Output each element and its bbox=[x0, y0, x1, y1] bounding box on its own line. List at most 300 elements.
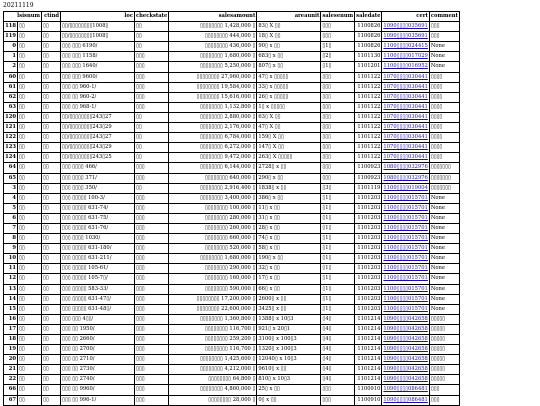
address-cell: ▯▯▯ ▯▯▯▯▯ 631-211/ bbox=[61, 254, 135, 264]
checkstate-cell: ▯▯▯ bbox=[135, 223, 169, 233]
ctind-cell: ▯▯ bbox=[18, 193, 42, 203]
table-row bbox=[4, 72, 460, 82]
salesamount-cell: ▯▯▯▯▯▯▯▯ 280,000 ▯ bbox=[169, 213, 257, 223]
saledate-cell: 1101201 bbox=[355, 62, 382, 72]
cert-link[interactable]: 1070▯▯▯▯030441 bbox=[382, 123, 429, 133]
cert-link[interactable]: 1100▯▯▯▯015701 bbox=[382, 294, 429, 304]
cert-link[interactable]: 1090▯▯▯▯042658 bbox=[382, 375, 429, 385]
salesamount-cell: ▯▯▯▯▯▯▯▯ 1,680,000 ▯ bbox=[169, 52, 257, 62]
ctind-cell: ▯▯ bbox=[18, 133, 42, 143]
checkstate-cell: ▯▯ bbox=[135, 143, 169, 153]
salesenum-cell: ▯▯▯ bbox=[321, 32, 355, 42]
cert-link[interactable]: 1090▯▯▯▯086481 bbox=[382, 385, 429, 395]
salesenum-cell: ▯4▯ bbox=[321, 335, 355, 345]
salesamount-cell: ▯▯▯▯▯▯▯▯ 444,000 ▯ bbox=[169, 32, 257, 42]
salesamount-cell: ▯▯▯▯▯▯▯▯ 19,584,000 ▯ bbox=[169, 82, 257, 92]
cert-link[interactable]: 1100▯▯▯▯015701 bbox=[382, 244, 429, 254]
row-index: 0 bbox=[4, 42, 18, 52]
salesenum-cell: ▯4▯ bbox=[321, 375, 355, 385]
saledate-cell: 1101122 bbox=[355, 92, 382, 102]
checkstate-cell: ▯▯▯ bbox=[135, 264, 169, 274]
table-row bbox=[4, 102, 460, 112]
saledate-cell: 1101203 bbox=[355, 203, 382, 213]
salesamount-cell: ▯▯▯▯▯▯▯▯ 660,000 ▯ bbox=[169, 234, 257, 244]
comment-cell: None bbox=[429, 203, 459, 213]
row-index: 6 bbox=[4, 213, 18, 223]
checkstate-cell: ▯▯▯ bbox=[135, 213, 169, 223]
cert-link[interactable]: 1070▯▯▯▯030441 bbox=[382, 112, 429, 122]
areaunit-cell: 32▯ x ▯▯ bbox=[257, 264, 321, 274]
salesenum-cell: ▯1▯ bbox=[321, 213, 355, 223]
ctind-cell: ▯▯ bbox=[18, 395, 42, 405]
salesenum-cell: ▯4▯ bbox=[321, 324, 355, 334]
salesenum-cell: ▯1▯ bbox=[321, 244, 355, 254]
saledate-cell: 1101203 bbox=[355, 264, 382, 274]
saledate-cell: 1100826 bbox=[355, 22, 382, 32]
checkstate-cell: ▯▯ bbox=[135, 32, 169, 42]
cert-link[interactable]: 1100▯▯▯▯019004 bbox=[382, 183, 429, 193]
ctind-cell: ▯▯ bbox=[18, 32, 42, 42]
address-cell: ▯▯▯ ▯▯▯▯▯ 105-61/ bbox=[61, 264, 135, 274]
comment-cell: ▯▯▯▯▯▯▯ bbox=[429, 183, 459, 193]
cert-link[interactable]: 1090▯▯▯▯042658 bbox=[382, 314, 429, 324]
checkstate-cell: ▯▯ bbox=[135, 183, 169, 193]
saledate-cell: 1100826 bbox=[355, 32, 382, 42]
row-index: 9 bbox=[4, 244, 18, 254]
loc-cell: ▯▯ bbox=[42, 143, 61, 153]
saledate-cell: 1101203 bbox=[355, 244, 382, 254]
address-cell: ▯▯▯ ▯▯ 2710/ bbox=[61, 355, 135, 365]
salesamount-cell: ▯▯▯▯▯▯▯▯ 9,472,000 ▯ bbox=[169, 153, 257, 163]
cert-link[interactable]: 1090▯▯▯▯042658 bbox=[382, 365, 429, 375]
cert-link[interactable]: 1070▯▯▯▯030441 bbox=[382, 133, 429, 143]
comment-cell: ▯▯▯▯▯▯▯ bbox=[429, 173, 459, 183]
areaunit-cell: 1▯ x ▯▯▯▯▯ bbox=[257, 102, 321, 112]
areaunit-cell: 921▯ x 20▯1 bbox=[257, 324, 321, 334]
salesamount-cell: ▯▯▯▯▯▯▯▯ 27,960,000 ▯ bbox=[169, 72, 257, 82]
cert-link[interactable]: 1100▯▯▯▯015701 bbox=[382, 203, 429, 213]
checkstate-cell: ▯▯▯ bbox=[135, 284, 169, 294]
saledate-cell: 1101203 bbox=[355, 223, 382, 233]
saledate-cell: 1101203 bbox=[355, 254, 382, 264]
comment-cell: None bbox=[429, 52, 459, 62]
cert-link[interactable]: 1070▯▯▯▯030441 bbox=[382, 153, 429, 163]
comment-cell: None bbox=[429, 244, 459, 254]
table-row bbox=[4, 203, 460, 213]
checkstate-cell: ▯▯▯ bbox=[135, 52, 169, 62]
salesamount-cell: ▯▯▯▯▯▯▯▯ 290,000 ▯ bbox=[169, 264, 257, 274]
comment-cell: ▯▯▯▯ bbox=[429, 112, 459, 122]
salesenum-cell: ▯▯▯ bbox=[321, 123, 355, 133]
areaunit-cell: 683▯ x ▯▯ bbox=[257, 52, 321, 62]
checkstate-cell: ▯▯▯ bbox=[135, 304, 169, 314]
areaunit-cell: 31▯ x ▯▯ bbox=[257, 213, 321, 223]
cert-link[interactable]: 1070▯▯▯▯030441 bbox=[382, 72, 429, 82]
loc-cell: ▯▯ bbox=[42, 102, 61, 112]
comment-cell: ▯▯▯▯▯ bbox=[429, 345, 459, 355]
table-row bbox=[4, 143, 460, 153]
loc-cell: ▯▯ bbox=[42, 223, 61, 233]
cert-link[interactable]: 1100▯▯▯▯015701 bbox=[382, 234, 429, 244]
address-cell: ▯▯/▯▯▯▯▯▯▯▯1008▯ bbox=[61, 22, 135, 32]
areaunit-cell: 1838▯ x ▯▯ bbox=[257, 183, 321, 193]
salesenum-cell: ▯▯▯ bbox=[321, 22, 355, 32]
comment-cell: None bbox=[429, 294, 459, 304]
address-cell: ▯▯▯ ▯▯ 960-1/ bbox=[61, 82, 135, 92]
cert-link[interactable]: 1090▯▯▯▯086481 bbox=[382, 395, 429, 405]
comment-cell: ▯▯▯▯▯ bbox=[429, 355, 459, 365]
checkstate-cell: ▯▯ bbox=[135, 42, 169, 52]
salesamount-cell: ▯▯▯▯▯▯▯▯ 1,360,800 ▯ bbox=[169, 314, 257, 324]
areaunit-cell: 1388▯ x 10▯3 bbox=[257, 314, 321, 324]
areaunit-cell: 17▯ x ▯▯ bbox=[257, 274, 321, 284]
cert-link[interactable]: 1100▯▯▯▯024415 bbox=[382, 42, 429, 52]
comment-cell: ▯▯▯▯ bbox=[429, 133, 459, 143]
table-row bbox=[4, 304, 460, 314]
saledate-cell: 1101214 bbox=[355, 365, 382, 375]
cert-link[interactable]: 1100▯▯▯▯015701 bbox=[382, 304, 429, 314]
salesamount-cell: ▯▯▯▯▯▯▯▯ 1,425,600 ▯ bbox=[169, 355, 257, 365]
areaunit-cell: 190▯ x ▯▯ bbox=[257, 254, 321, 264]
ctind-cell: ▯▯ bbox=[18, 72, 42, 82]
areaunit-cell: 90▯ x ▯▯ bbox=[257, 42, 321, 52]
table-row bbox=[4, 82, 460, 92]
comment-cell: ▯▯▯▯ bbox=[429, 153, 459, 163]
column-header-salesenum: salesenum bbox=[321, 12, 355, 22]
row-index: 65 bbox=[4, 173, 18, 183]
checkstate-cell: ▯▯▯ bbox=[135, 375, 169, 385]
checkstate-cell: ▯▯▯ bbox=[135, 92, 169, 102]
row-index: 60 bbox=[4, 72, 18, 82]
areaunit-cell: 2728▯ x ▯▯ bbox=[257, 163, 321, 173]
ctind-cell: ▯▯ bbox=[18, 62, 42, 72]
table-body bbox=[4, 22, 460, 406]
ctind-cell: ▯▯ bbox=[18, 385, 42, 395]
loc-cell: ▯▯ bbox=[42, 324, 61, 334]
table-row bbox=[4, 183, 460, 193]
table-row bbox=[4, 213, 460, 223]
cert-link[interactable]: 1090▯▯▯▯042658 bbox=[382, 355, 429, 365]
loc-cell: ▯▯ bbox=[42, 163, 61, 173]
comment-cell: None bbox=[429, 304, 459, 314]
table-row bbox=[4, 324, 460, 334]
saledate-cell: 1101130 bbox=[355, 52, 382, 62]
cert-link[interactable]: 1100▯▯▯▯015701 bbox=[382, 274, 429, 284]
address-cell: ▯▯▯ ▯▯ 9960/ bbox=[61, 385, 135, 395]
comment-cell: None bbox=[429, 213, 459, 223]
salesamount-cell: ▯▯▯▯▯▯▯▯ 259,200 ▯ bbox=[169, 335, 257, 345]
row-index: 7 bbox=[4, 223, 18, 233]
salesamount-cell: ▯▯▯▯▯▯▯▯ 590,000 ▯ bbox=[169, 284, 257, 294]
comment-cell: ▯▯▯ bbox=[429, 395, 459, 405]
column-header-cert: cert bbox=[382, 12, 429, 22]
cert-link[interactable]: 1100▯▯▯▯015701 bbox=[382, 264, 429, 274]
comment-cell: ▯▯▯▯ bbox=[429, 72, 459, 82]
areaunit-cell: 159▯ X ▯▯ bbox=[257, 133, 321, 143]
row-index: 21 bbox=[4, 365, 18, 375]
row-index: 61 bbox=[4, 82, 18, 92]
comment-cell: None bbox=[429, 223, 459, 233]
salesenum-cell: ▯1▯ bbox=[321, 264, 355, 274]
cert-link[interactable]: 1090▯▯▯▯042658 bbox=[382, 324, 429, 334]
salesenum-cell: ▯▯▯ bbox=[321, 72, 355, 82]
ctind-cell: ▯▯ bbox=[18, 183, 42, 193]
comment-cell: None bbox=[429, 274, 459, 284]
cert-link[interactable]: 1070▯▯▯▯030441 bbox=[382, 92, 429, 102]
row-index: 18 bbox=[4, 335, 18, 345]
salesamount-cell: ▯▯▯▯▯▯▯▯ 116,700 ▯ bbox=[169, 324, 257, 334]
comment-cell: None bbox=[429, 234, 459, 244]
areaunit-cell: 33▯ x ▯▯▯▯▯ bbox=[257, 82, 321, 92]
table-row bbox=[4, 193, 460, 203]
salesenum-cell: ▯1▯ bbox=[321, 42, 355, 52]
comment-cell: ▯▯▯▯ bbox=[429, 82, 459, 92]
cert-link[interactable]: 1080▯▯▯▯032976 bbox=[382, 163, 429, 173]
saledate-cell: 1101214 bbox=[355, 324, 382, 334]
row-index: 120 bbox=[4, 112, 18, 122]
row-index: 10 bbox=[4, 254, 18, 264]
checkstate-cell: ▯▯ bbox=[135, 133, 169, 143]
areaunit-cell: 25▯ x ▯▯ bbox=[257, 385, 321, 395]
saledate-cell: 1101119 bbox=[355, 183, 382, 193]
loc-cell: ▯▯ bbox=[42, 173, 61, 183]
salesenum-cell: ▯4▯ bbox=[321, 314, 355, 324]
header-row bbox=[4, 12, 460, 22]
comment-cell: None bbox=[429, 42, 459, 52]
ctind-cell: ▯▯ bbox=[18, 153, 42, 163]
cert-link[interactable]: 1070▯▯▯▯030441 bbox=[382, 82, 429, 92]
comment-cell: ▯▯▯▯ bbox=[429, 123, 459, 133]
checkstate-cell: ▯▯▯ bbox=[135, 314, 169, 324]
cert-link[interactable]: 1100▯▯▯▯015701 bbox=[382, 193, 429, 203]
loc-cell: ▯▯ bbox=[42, 304, 61, 314]
loc-cell: ▯▯ bbox=[42, 183, 61, 193]
loc-cell: ▯▯ bbox=[42, 264, 61, 274]
saledate-cell: 1101122 bbox=[355, 102, 382, 112]
saledate-cell: 1100923 bbox=[355, 163, 382, 173]
table-row bbox=[4, 355, 460, 365]
ctind-cell: ▯▯ bbox=[18, 274, 42, 284]
ctind-cell: ▯▯ bbox=[18, 284, 42, 294]
ctind-cell: ▯▯ bbox=[18, 82, 42, 92]
address-cell: ▯▯▯ ▯▯▯▯▯ 631-74/ bbox=[61, 203, 135, 213]
cert-link[interactable]: 1100▯▯▯▯015701 bbox=[382, 254, 429, 264]
table-row bbox=[4, 153, 460, 163]
areaunit-cell: 810▯ x 10▯3 bbox=[257, 375, 321, 385]
column-header-comment: comment bbox=[429, 12, 459, 22]
saledate-cell: 1101122 bbox=[355, 133, 382, 143]
table-row bbox=[4, 314, 460, 324]
cert-link[interactable]: 1100▯▯▯▯017029 bbox=[382, 52, 429, 62]
salesenum-cell: ▯▯▯ bbox=[321, 163, 355, 173]
row-index: 118 bbox=[4, 22, 18, 32]
address-cell: ▯▯▯ ▯▯▯ 6190/ bbox=[61, 42, 135, 52]
comment-cell: ▯▯▯▯ bbox=[429, 102, 459, 112]
salesenum-cell: ▯▯▯ bbox=[321, 385, 355, 395]
address-cell: ▯▯▯ ▯▯▯▯ 1030/ bbox=[61, 234, 135, 244]
address-cell: ▯▯▯ ▯▯▯▯▯ 631-76/ bbox=[61, 223, 135, 233]
cert-link[interactable]: 1100▯▯▯▯015701 bbox=[382, 213, 429, 223]
table-row bbox=[4, 62, 460, 72]
loc-cell: ▯▯ bbox=[42, 193, 61, 203]
address-cell: ▯▯▯ ▯▯ 2700/ bbox=[61, 345, 135, 355]
table-row bbox=[4, 52, 460, 62]
address-cell: ▯▯/▯▯▯▯▯▯▯▯243▯25 bbox=[61, 153, 135, 163]
loc-cell: ▯▯ bbox=[42, 82, 61, 92]
saledate-cell: 1101122 bbox=[355, 82, 382, 92]
salesamount-cell: ▯▯▯▯▯▯▯▯ 6,144,000 ▯ bbox=[169, 163, 257, 173]
loc-cell: ▯▯ bbox=[42, 375, 61, 385]
checkstate-cell: ▯▯▯ bbox=[135, 324, 169, 334]
areaunit-cell: 83▯ X ▯▯ bbox=[257, 22, 321, 32]
address-cell: ▯▯▯ ▯▯ 996-1/ bbox=[61, 395, 135, 405]
ctind-cell: ▯▯ bbox=[18, 254, 42, 264]
address-cell: ▯▯▯ ▯▯ 968-1/ bbox=[61, 102, 135, 112]
row-index: 121 bbox=[4, 123, 18, 133]
areaunit-cell: 807▯ x ▯▯ bbox=[257, 62, 321, 72]
cert-link[interactable]: 1100▯▯▯▯015701 bbox=[382, 223, 429, 233]
cert-link[interactable]: 1100▯▯▯▯015701 bbox=[382, 284, 429, 294]
loc-cell: ▯▯ bbox=[42, 254, 61, 264]
loc-cell: ▯▯ bbox=[42, 345, 61, 355]
column-header-salesamount: salesamount bbox=[169, 12, 257, 22]
loc-cell: ▯▯ bbox=[42, 294, 61, 304]
address-cell: ▯▯▯ ▯▯ 1950/ bbox=[61, 324, 135, 334]
salesenum-cell: ▯1▯ bbox=[321, 223, 355, 233]
ctind-cell: ▯▯ bbox=[18, 92, 42, 102]
areaunit-cell: 63▯ X ▯▯ bbox=[257, 112, 321, 122]
row-index: 14 bbox=[4, 294, 18, 304]
ctind-cell: ▯▯ bbox=[18, 173, 42, 183]
column-header-checkstate: checkstate bbox=[135, 12, 169, 22]
row-index: 22 bbox=[4, 375, 18, 385]
cert-link[interactable]: 1080▯▯▯▯032976 bbox=[382, 173, 429, 183]
saledate-cell: 1101122 bbox=[355, 112, 382, 122]
row-index: 3 bbox=[4, 183, 18, 193]
loc-cell: ▯▯ bbox=[42, 244, 61, 254]
comment-cell: None bbox=[429, 264, 459, 274]
areaunit-cell: 2600▯ x ▯▯ bbox=[257, 294, 321, 304]
saledate-cell: 1101203 bbox=[355, 304, 382, 314]
comment-cell: ▯▯▯▯▯ bbox=[429, 375, 459, 385]
saledate-cell: 1100910 bbox=[355, 385, 382, 395]
areaunit-cell: 66▯ x ▯▯ bbox=[257, 284, 321, 294]
row-index: 8 bbox=[4, 234, 18, 244]
salesamount-cell: ▯▯▯▯▯▯▯▯ 1,132,800 ▯ bbox=[169, 102, 257, 112]
cert-link[interactable]: 1100▯▯▯▯016952 bbox=[382, 62, 429, 72]
table-row bbox=[4, 234, 460, 244]
areaunit-cell: 74▯ x ▯▯ bbox=[257, 234, 321, 244]
salesamount-cell: ▯▯▯▯▯▯▯▯ 6,784,000 ▯ bbox=[169, 133, 257, 143]
row-index: 2 bbox=[4, 62, 18, 72]
cert-link[interactable]: 1070▯▯▯▯030441 bbox=[382, 143, 429, 153]
row-index: 11 bbox=[4, 264, 18, 274]
row-index: 62 bbox=[4, 92, 18, 102]
ctind-cell: ▯▯ bbox=[18, 102, 42, 112]
comment-cell: None bbox=[429, 62, 459, 72]
saledate-cell: 1101214 bbox=[355, 345, 382, 355]
row-index: 16 bbox=[4, 314, 18, 324]
data-table bbox=[3, 11, 460, 406]
salesamount-cell: ▯▯▯▯▯▯▯▯ 4,212,000 ▯ bbox=[169, 365, 257, 375]
areaunit-cell: 290▯ x ▯▯ bbox=[257, 173, 321, 183]
areaunit-cell: 9610▯ x ▯▯ bbox=[257, 365, 321, 375]
checkstate-cell: ▯▯ bbox=[135, 112, 169, 122]
address-cell: ▯▯▯ ▯▯▯ 1158/ bbox=[61, 52, 135, 62]
checkstate-cell: ▯▯▯ bbox=[135, 274, 169, 284]
address-cell: ▯▯▯ ▯▯ 960-2/ bbox=[61, 92, 135, 102]
checkstate-cell: ▯▯▯ bbox=[135, 335, 169, 345]
ctind-cell: ▯▯ bbox=[18, 335, 42, 345]
comment-cell: ▯▯▯▯▯ bbox=[429, 324, 459, 334]
comment-cell: ▯▯▯ bbox=[429, 22, 459, 32]
areaunit-cell: 47▯ x ▯▯▯▯▯ bbox=[257, 72, 321, 82]
column-header-loc: loc bbox=[61, 12, 135, 22]
table-row bbox=[4, 284, 460, 294]
row-index: 124 bbox=[4, 153, 18, 163]
row-index: 20 bbox=[4, 355, 18, 365]
salesamount-cell: ▯▯▯▯▯▯▯▯ 436,000 ▯ bbox=[169, 42, 257, 52]
checkstate-cell: ▯▯▯ bbox=[135, 365, 169, 375]
cert-link[interactable]: 1090▯▯▯▯042658 bbox=[382, 335, 429, 345]
table-row bbox=[4, 42, 460, 52]
salesenum-cell: ▯▯▯ bbox=[321, 92, 355, 102]
salesenum-cell: ▯1▯ bbox=[321, 254, 355, 264]
saledate-cell: 1101203 bbox=[355, 294, 382, 304]
loc-cell: ▯▯ bbox=[42, 22, 61, 32]
salesenum-cell: ▯▯▯ bbox=[321, 133, 355, 143]
table-row bbox=[4, 335, 460, 345]
cert-link[interactable]: 1090▯▯▯▯035691 bbox=[382, 22, 429, 32]
row-index: 122 bbox=[4, 133, 18, 143]
ctind-cell: ▯▯ bbox=[18, 304, 42, 314]
cert-link[interactable]: 1090▯▯▯▯042658 bbox=[382, 345, 429, 355]
areaunit-cell: 3100▯ x 100▯3 bbox=[257, 335, 321, 345]
loc-cell: ▯▯ bbox=[42, 284, 61, 294]
ctind-cell: ▯▯ bbox=[18, 365, 42, 375]
checkstate-cell: ▯▯▯ bbox=[135, 102, 169, 112]
cert-link[interactable]: 1090▯▯▯▯035691 bbox=[382, 32, 429, 42]
ctind-cell: ▯▯ bbox=[18, 264, 42, 274]
salesamount-cell: ▯▯▯▯▯▯▯▯ 28,000 ▯ bbox=[169, 395, 257, 405]
ctind-cell: ▯▯ bbox=[18, 112, 42, 122]
table-row bbox=[4, 264, 460, 274]
saledate-cell: 1101122 bbox=[355, 143, 382, 153]
comment-cell: ▯▯▯▯ bbox=[429, 92, 459, 102]
salesamount-cell: ▯▯▯▯▯▯▯▯ 64,800 ▯ bbox=[169, 375, 257, 385]
comment-cell: None bbox=[429, 254, 459, 264]
salesamount-cell: ▯▯▯▯▯▯▯▯ 22,600,000 ▯ bbox=[169, 304, 257, 314]
cert-link[interactable]: 1070▯▯▯▯030441 bbox=[382, 102, 429, 112]
comment-cell: ▯▯▯▯▯ bbox=[429, 365, 459, 375]
address-cell: ▯▯/▯▯▯▯▯▯▯▯243▯27 bbox=[61, 133, 135, 143]
table-row bbox=[4, 112, 460, 122]
salesenum-cell: ▯1▯ bbox=[321, 284, 355, 294]
areaunit-cell: 12040▯ x 10▯3 bbox=[257, 355, 321, 365]
table-row bbox=[4, 173, 460, 183]
checkstate-cell: ▯▯ bbox=[135, 153, 169, 163]
salesenum-cell: ▯▯▯ bbox=[321, 395, 355, 405]
row-index: 12 bbox=[4, 274, 18, 284]
saledate-cell: 1101122 bbox=[355, 72, 382, 82]
table-row bbox=[4, 385, 460, 395]
areaunit-cell: 28▯ x ▯▯ bbox=[257, 223, 321, 233]
loc-cell: ▯▯ bbox=[42, 274, 61, 284]
saledate-cell: 1101203 bbox=[355, 284, 382, 294]
areaunit-cell: 263▯ X ▯▯▯▯▯ bbox=[257, 153, 321, 163]
ctind-cell: ▯▯ bbox=[18, 375, 42, 385]
checkstate-cell: ▯▯▯ bbox=[135, 244, 169, 254]
